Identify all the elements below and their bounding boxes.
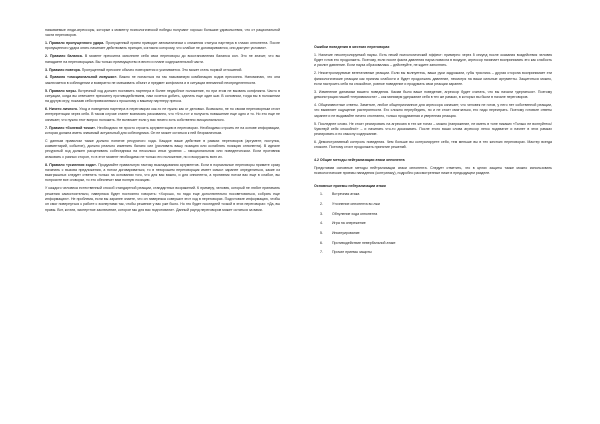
rule-paragraph: [45, 89, 280, 105]
error-paragraph: 3. Изменение динамики вашего поведения. Каким было ваше поведение, агрессор будет считать, что вы начали «дергаться». Поэтому демонстрация нашей «неуязвимости» – как минимум удержание себя в тех же рамках, в которых вы были в начале переговоров.: [314, 89, 552, 100]
section-heading: 4.2 Общие методы нейтрализации атаки оппонента: [314, 158, 405, 163]
rule-text: Пропущенный прессинг обычно повторяется и усиливается. Это может стать нормой отношений.: [81, 67, 243, 72]
technique-number: 5.: [320, 230, 323, 235]
error-paragraph: 6. Демонстративный контроль поведения. Чем больше вы контролируете себя, тем меньше вы в тех жестких переговорах. Мастер всегда спокоен. Поэтому стоит продолжать принятие решений.: [314, 140, 552, 150]
error-paragraph: 5. Последнее слово. Не стоит реагировать на агрессию в тех же тонах – можно (напряжение, не иметь в тоне никаких «Только не волнуйтесь! Чувствуй себя спокойно!» – и начинать что-то доказывать. После этого ваши слова агрессор легко подхватит и начнет в этих рамках реагировать и по смыслу содержание.: [314, 121, 552, 137]
rule-text: Уход и поведения партнера в переговорах как-то не нужно как от деловых. Возможно, не по своим переговорным стоят интерпретации через себя. В таком случае станет возникать рискованно, что «Что-то» и получить повышение еще одно и то. Но это еще не означает, что нужно этот вопрос положить. Не включает если у вас ничего хоть собственно эмоционального.: [45, 107, 280, 122]
technique-item: [320, 250, 552, 255]
rule-paragraph: [45, 75, 280, 86]
technique-item: [320, 221, 552, 226]
rule-text: В момент прессинга заполните себя свои переговоры до восстановления баланса сил. Это не значит, что вы нападаете на переговорщика. Вы только преимущество в вести и плане содержательной части.: [45, 54, 281, 64]
rule-text: С данным правилом также должно понятие ресурсного хода. Каждое ваше действие в рамках переговоров (аргумент, поступок, комментарий, событие), должно реально изменить баланс сил (усиливать вашу позицию или ослаблять позицию оппонента). В идеале ресурсный ход должен расценивать собеседника на несколько иных уровнях – эмоциональном или поведенческом. Если противник атаковать с разных сторон, то в этот момент необходимо не только его положение, но и вооружить всех их.: [45, 138, 280, 159]
section-paragraph: Представим основные методы нейтрализации атаки оппонента. Следует отметить, что в целях защиты также можно использовать психологические приемы нападения (контратаку), подробно рассмотренные ниже в предыдущем разделе.: [314, 166, 552, 176]
rule-term: 5. Правило меры.: [45, 88, 77, 93]
rule-paragraph: [45, 186, 280, 212]
technique-number: 7.: [320, 250, 323, 255]
techniques-list: [314, 192, 552, 255]
technique-label: Обнуление хода оппонента: [332, 211, 378, 216]
left-column: [45, 28, 280, 215]
technique-number: 2.: [320, 201, 323, 206]
rule-text: У каждого человека естественный способ стандартной реакции, стандартных возражений. К примеру, человек, который не любит принимать решения самостоятельно, наверняка будет постоянно говорить: «Хорошо, но надо еще дополнительно посоветоваться, собрать еще информацию». Не проблема, если вы заранее знаете, что он наверняка совершит этот ход в переговорах. Подготовьте информацию, чтобы он смог повернуться к работе с экспертами так, чтобы решение у вас уже было. Но это будет последней точкой в этих переговорах: «Да, вы правы. Вот, кстати, экспертное заключение, которое мы для вас подготовили». Данный раунд переговоров может остаться за вами.: [45, 186, 280, 212]
rule-paragraph: [45, 139, 280, 160]
error-paragraph: 2. Неконтролируемые вегетативные реакции. Если вы волнуетесь, ваши руки задрожали, губы тряслись – другая сторона воспринимает эти физиологические реакции как признак слабости и будет продолжать давление, несмотря на ваши сильные аргументы. Защититься можно, если настроить себя на спокойное, ровное поведение и продумать свои реакции заранее.: [314, 71, 552, 86]
technique-number: 1.: [320, 192, 323, 197]
rule-text: Встречный ход должен поставить партнера в более неудобное положение, но при этом не вызвать конфликта. Часто в ситуации, когда вы отвечаете прессингу противодействием, нам хочется добить, сделать еще один шаг. В основном, тогда вы в положении на другую игру, показав себя привязанным к прошлому к вашему партнеру пресса.: [45, 88, 280, 104]
rule-term: 1. Правило пропущенного удара.: [45, 41, 105, 46]
rule-paragraph: [45, 163, 280, 184]
rule-term: 8. Правило «усиления хода».: [45, 162, 97, 167]
right-column: [314, 45, 552, 260]
rule-term: 2. Правило баланса.: [45, 54, 83, 59]
technique-item: [320, 202, 552, 207]
technique-item: [320, 192, 552, 197]
rule-text: Пропущенный прием приводит автоматически к снижения статуса партнера в глазах оппонента. После пропущенного удара опять начинает действовать принцип, согласно которому, что слабые не договариваются, они диктуют условия».: [45, 41, 280, 51]
technique-number: 6.: [320, 240, 323, 245]
technique-item: [320, 231, 552, 236]
rule-term: 7. Правило «болевой точки».: [45, 125, 97, 130]
rules-list: [45, 41, 280, 213]
error-paragraph: 4. Общеизвестные ответы. Заметьте, любое общепризнанное для агрессора означает, что человек не готов, у него нет собственной реакции, что выявляет ощущение растерянности. Его сложно переубедить, но и не стоит смягчаться, его надо переиграть. Поэтому готовьте ответы заранее и не выдавайте ничего спонтанно, только продуманная и уверенная реакция.: [314, 103, 552, 118]
rule-text: Необходимо не просто строить аргументацию в переговорах. Необходимо строить ее на основе информации, которая должна иметь значимый актуальный для собеседника. Он не может остаться к ней безразличным.: [45, 125, 280, 135]
rule-text: Важно не попасться на так называемую комбинацию ходов прессинга. Напоминаю, что она заключается в соблюдении и возвратно не смешивать объект и предмет конфликта и в ситуации внезапной неопределенности.: [45, 75, 280, 85]
technique-item: [320, 241, 552, 246]
rule-term: 3. Правило повтора.: [45, 67, 81, 72]
technique-label: Противодействие невербальной атаке: [332, 240, 396, 245]
rule-term: 6. Ничего личного.: [45, 107, 79, 112]
rule-paragraph: [45, 126, 280, 137]
errors-list: [314, 53, 552, 151]
technique-label: Игра на опережение: [332, 221, 366, 226]
technique-item: [320, 212, 552, 217]
errors-heading: Ошибки поведения в жестких переговорах: [314, 45, 390, 49]
intro-paragraph: называемые люди-агрессоры, которые к моменту психологической победы получают хорошо большие удовольствия, что от рациональной части переговоров.: [45, 28, 280, 38]
rule-paragraph: [45, 41, 280, 52]
technique-number: 4.: [320, 221, 323, 226]
rule-term: 4. Правило «эмоциональной ловушки».: [45, 75, 118, 80]
error-paragraph: 1. Наличие неконтролируемой паузы. Есть некий психологический эффект: примерно через 5 секунд после оказания воздействия человек будет готов его продолжить. Поэтому, если после факта давления пауза повисла в воздухе, агрессор начинает воспринимать это как слабость и усилит давление. Если пауза образовалась – действуйте, не ждите заполнять.: [314, 52, 552, 68]
rule-text: Продумайте правильную тактику выкладывания аргументов. Если в нормальные переговоры примите сразу начинать с вызова предложения, а потом договариваться, то в нехорошем переговорщик имеет смысл заранее определиться, какие из выигрышных следует ответить только на основании того, что для вас важно, и для оппонента, а противник потом вас еще в слабое, вы попросите все оговорки, то это обеспечит вам полную позицию.: [45, 162, 280, 183]
rule-paragraph: [45, 54, 280, 65]
rule-paragraph: [45, 68, 280, 73]
technique-label: Встречная атака: [332, 192, 360, 197]
technique-label: Инсинуирование: [332, 230, 360, 235]
rule-paragraph: [45, 107, 280, 123]
technique-label: Прочие приемы защиты: [332, 250, 372, 255]
technique-label: Уточнение оппонента во лжи: [332, 201, 380, 206]
techniques-heading: Основные приемы нейтрализации атаки: [314, 184, 386, 189]
technique-number: 3.: [320, 211, 323, 216]
